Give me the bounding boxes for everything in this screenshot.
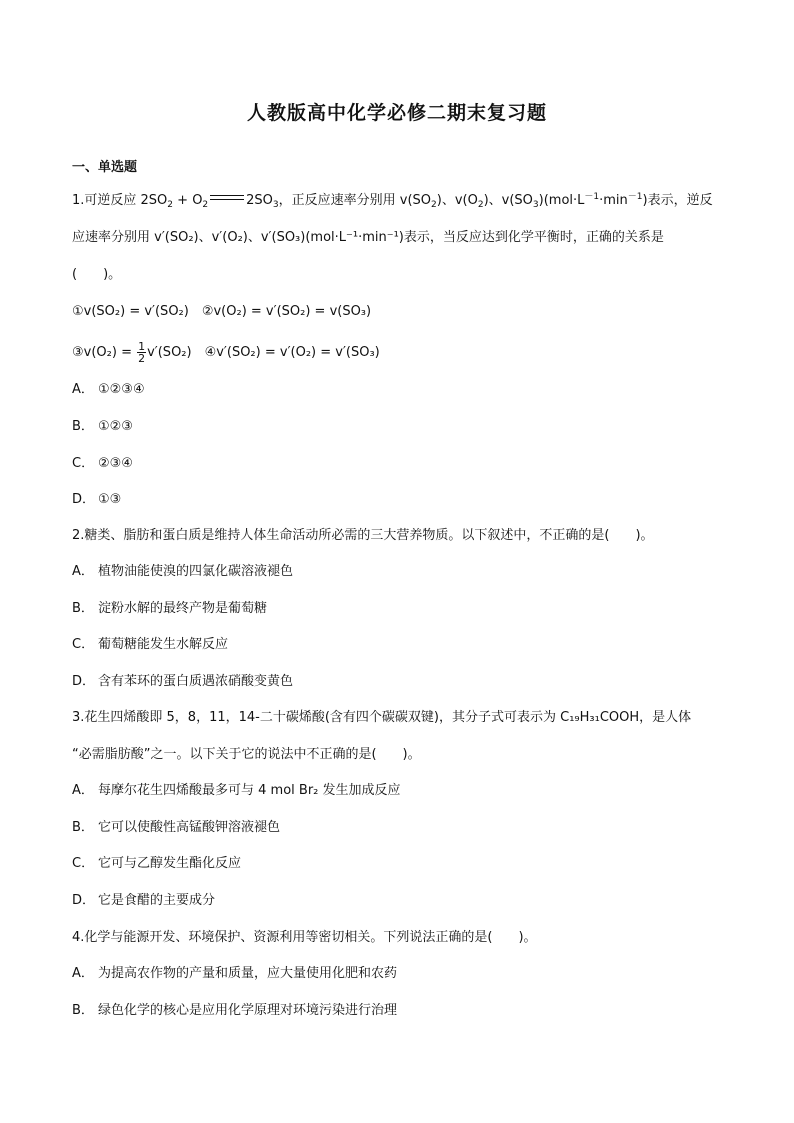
q3-stem-line2: “必需脂肪酸”之一。以下关于它的说法中不正确的是( )。 <box>72 747 421 762</box>
q1-option-c[interactable]: C． ②③④ <box>72 456 133 471</box>
q1-condition-3-4: ③v(O₂) = $\frac{1}{2}$ v′(SO₂) ④v′(SO₂) = v′(O₂) = v′(SO₃) <box>72 340 380 365</box>
q3-option-c[interactable]: C． 它可与乙醇发生酯化反应 <box>72 856 242 871</box>
q3-option-a[interactable]: A． 每摩尔花生四烯酸最多可与 4 mol Br₂ 发生加成反应 <box>72 783 401 798</box>
q1-stem-line1: 1.可逆反应 $2SO_2 + O_2$ $2SO_3$，正反应速率分别用 $v(SO_2)$、$v(O_2)$、$v(SO_3)(mol\cdot L^{-1}\cdot\min^{-1})$表示，逆反 <box>72 192 713 210</box>
q1-stem-line3: ( )。 <box>72 267 122 282</box>
section-heading: 一、单选题 <box>72 160 138 175</box>
q3-option-d[interactable]: D． 它是食醋的主要成分 <box>72 893 216 908</box>
q1-stem-line2: 应速率分别用 v′(SO₂)、v′(O₂)、v′(SO₃)(mol·L⁻¹·min⁻¹)表示，当反应达到化学平衡时，正确的关系是 <box>72 230 664 245</box>
q4-option-b[interactable]: B． 绿色化学的核心是应用化学原理对环境污染进行治理 <box>72 1003 398 1018</box>
q1-option-b[interactable]: B． ①②③ <box>72 419 133 434</box>
q2-stem: 2.糖类、脂肪和蛋白质是维持人体生命活动所必需的三大营养物质。以下叙述中，不正确的是( )。 <box>72 528 654 543</box>
q3-option-b[interactable]: B． 它可以使酸性高锰酸钾溶液褪色 <box>72 820 281 835</box>
q2-option-b[interactable]: B． 淀粉水解的最终产物是葡萄糖 <box>72 601 268 616</box>
q4-stem: 4.化学与能源开发、环境保护、资源利用等密切相关。下列说法正确的是( )。 <box>72 930 537 945</box>
q4-option-a[interactable]: A． 为提高农作物的产量和质量，应大量使用化肥和农药 <box>72 966 398 981</box>
q1-option-a[interactable]: A． ①②③④ <box>72 382 145 397</box>
q3-stem-line1: 3.花生四烯酸即 5，8，11，14-二十碳烯酸(含有四个碳碳双键)，其分子式可表示为 C₁₉H₃₁COOH，是人体 <box>72 710 692 725</box>
q2-option-d[interactable]: D． 含有苯环的蛋白质遇浓硝酸变黄色 <box>72 674 294 689</box>
fraction-one-half: $\frac{1}{2}$ <box>138 340 146 365</box>
q2-option-c[interactable]: C． 葡萄糖能发生水解反应 <box>72 637 229 652</box>
q1-condition-1-2: ①v(SO₂) = v′(SO₂) ②v(O₂) = v′(SO₂) = v(SO₃) <box>72 304 372 319</box>
document-title: 人教版高中化学必修二期末复习题 <box>246 102 547 124</box>
q2-option-a[interactable]: A． 植物油能使溴的四氯化碳溶液褪色 <box>72 564 294 579</box>
q1-option-d[interactable]: D． ①③ <box>72 492 122 507</box>
equilibrium-arrow-icon <box>210 193 244 203</box>
